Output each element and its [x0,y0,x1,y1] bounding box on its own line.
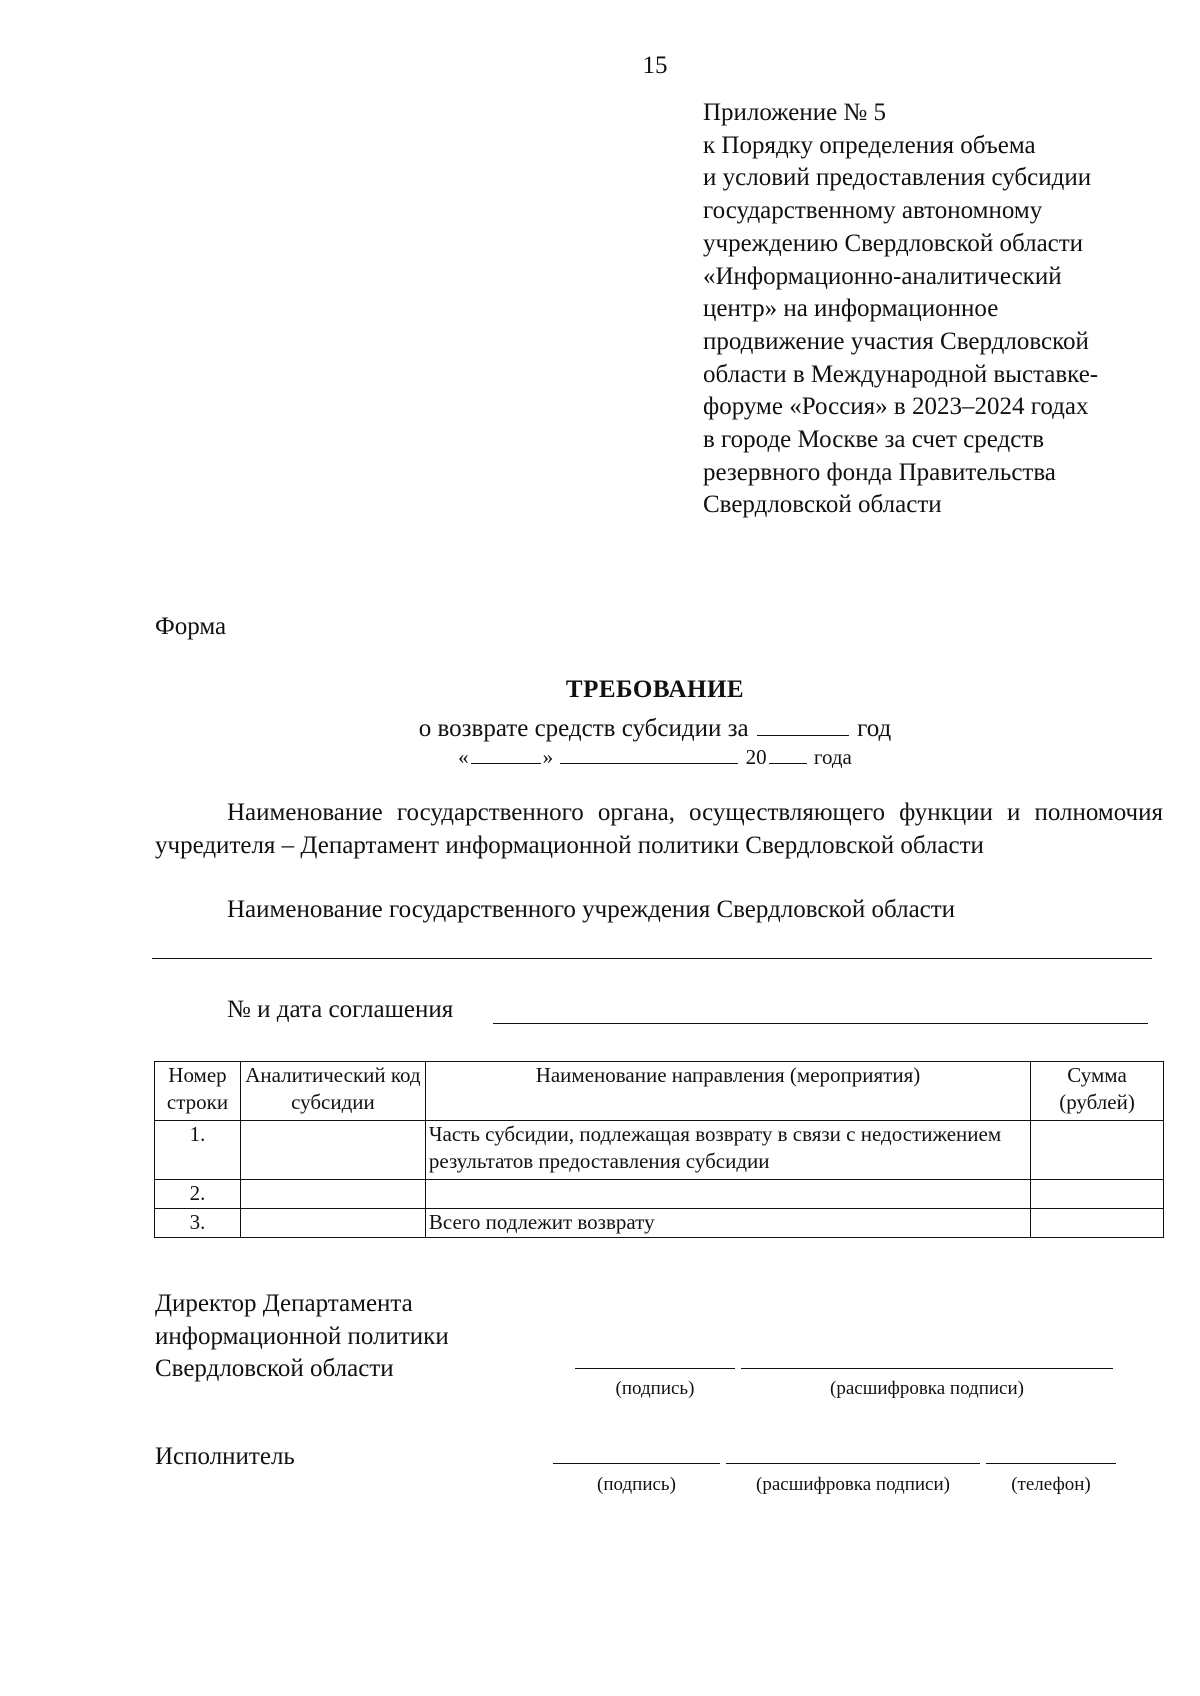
director-decoding-caption: (расшифровка подписи) [830,1378,1024,1399]
executor-phone-field[interactable] [986,1463,1116,1464]
agreement-blank-field[interactable] [493,1023,1148,1024]
director-title-line: информационной политики [155,1322,449,1350]
row-name[interactable] [425,1180,1030,1209]
subtitle-suffix: год [857,715,892,742]
document-date-line [0,742,1200,770]
appendix-line: «Информационно-аналитический [703,262,1062,290]
director-decoding-field[interactable] [741,1368,1113,1369]
row-number: 2. [155,1180,241,1209]
executor-phone-caption: (телефон) [1011,1474,1091,1495]
appendix-line: центр» на информационное [703,295,999,323]
date-close-quote: » [542,745,554,769]
date-year-prefix: 20 [745,745,767,769]
appendix-line: области в Международной выставке- [703,360,1099,388]
director-title [155,1288,449,1386]
year-blank-field[interactable] [757,710,849,736]
director-title-line: Свердловской области [155,1355,394,1382]
year-digits-blank-field[interactable] [769,742,807,764]
founder-paragraph [155,797,1163,862]
day-blank-field[interactable] [471,742,541,764]
subtitle-prefix: о возврате средств субсидии за [418,715,749,742]
row-code-cell[interactable] [240,1180,425,1209]
founder-text: Наименование государственного органа, осуществляющего функции и полномочия учредителя – Департамент информационной политики Свердловской области [155,799,1163,859]
appendix-line: в городе Москве за счет средств [703,426,1045,454]
date-year-suffix: года [813,745,852,769]
document-title: ТРЕБОВАНИЕ [565,676,745,703]
form-label: Форма [155,613,227,640]
header-row-number: Номер строки [155,1062,241,1121]
row-code-cell[interactable] [240,1121,425,1180]
table-row [155,1180,1164,1209]
executor-decoding-caption: (расшифровка подписи) [756,1474,950,1495]
table-row [155,1209,1164,1238]
director-signature-field[interactable] [575,1368,735,1369]
appendix-line: Свердловской области [703,491,942,519]
appendix-line: Приложение № 5 [703,99,887,126]
executor-signature-field[interactable] [553,1463,720,1464]
appendix-line: форуме «Россия» в 2023–2024 годах [703,393,1089,421]
header-amount: Сумма (рублей) [1031,1062,1164,1121]
appendix-header [703,97,1173,522]
executor-signature-caption: (подпись) [597,1474,676,1495]
return-table [154,1061,1164,1238]
executor-decoding-field[interactable] [726,1463,980,1464]
appendix-line: учреждению Свердловской области [703,229,1084,257]
header-direction-name: Наименование направления (мероприятия) [425,1062,1030,1121]
row-code-cell[interactable] [240,1209,425,1238]
appendix-line: продвижение участия Свердловской [703,327,1089,355]
row-name: Всего подлежит возврату [425,1209,1030,1238]
row-number: 1. [155,1121,241,1180]
appendix-line: и условий предоставления субсидии [703,164,1092,192]
row-amount-cell[interactable] [1031,1121,1164,1180]
row-number: 3. [155,1209,241,1238]
header-analytic-code: Аналитический код субсидии [240,1062,425,1121]
appendix-line: резервного фонда Правительства [703,458,1056,486]
agreement-label: № и дата соглашения [227,996,454,1023]
director-title-line: Директор Департамента [155,1290,413,1317]
month-blank-field[interactable] [560,742,738,764]
document-subtitle [0,710,1200,743]
director-signature-caption: (подпись) [615,1378,695,1399]
row-amount-cell[interactable] [1031,1180,1164,1209]
row-amount-cell[interactable] [1031,1209,1164,1238]
page-number: 15 [642,52,668,79]
institution-blank-field[interactable] [152,958,1152,959]
appendix-line: к Порядку определения объема [703,131,1036,159]
date-open-quote: « [458,745,469,769]
appendix-line: государственному автономному [703,197,1043,225]
table-row [155,1121,1164,1180]
table-header-row [155,1062,1164,1121]
institution-label: Наименование государственного учреждения Свердловской области [227,896,956,923]
executor-label: Исполнитель [155,1443,295,1470]
row-name: Часть субсидии, подлежащая возврату в связи с недостижением результатов предоставления субсидии [425,1121,1030,1180]
